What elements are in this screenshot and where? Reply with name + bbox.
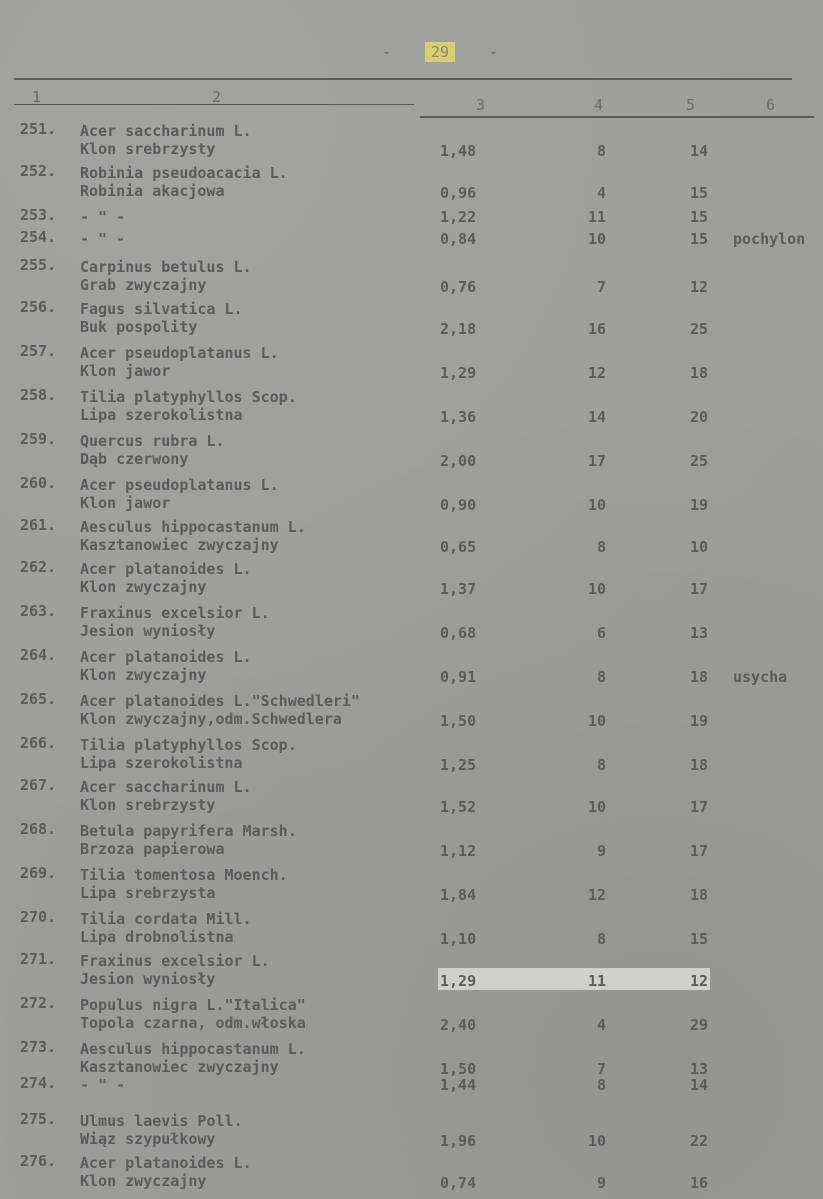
value-col-5: 19 [689,496,708,514]
polish-name: Klon srebrzysty [80,796,216,814]
row-number: 257. [20,342,57,360]
column-header-1: 1 [32,88,42,106]
value-col-5: 13 [689,624,708,642]
value-col-5: 17 [689,580,708,598]
row-number: 271. [20,950,57,968]
table-row [0,820,823,864]
table-row [0,120,823,164]
latin-name: Acer pseudoplatanus L. [80,344,279,362]
row-number: 251. [20,120,57,138]
polish-name: Klon zwyczajny [80,1172,207,1190]
note-col-6: usycha [733,668,788,686]
column-header-6: 6 [766,96,776,114]
note-col-6: pochylon [733,230,806,248]
value-col-5: 18 [689,364,708,382]
row-number: 274. [20,1074,57,1092]
value-col-5: 25 [689,452,708,470]
value-col-5: 20 [689,408,708,426]
table-row [0,430,823,474]
polish-name: Klon zwyczajny [80,666,207,684]
polish-name: Robinia akacjowa [80,182,225,200]
value-col-3: 0,90 [440,496,477,514]
latin-name: Acer platanoides L. [80,560,252,578]
row-number: 267. [20,776,57,794]
latin-name: Aesculus hippocastanum L. [80,518,306,536]
value-col-3: 0,65 [440,538,477,556]
value-col-3: 1,29 [440,972,477,990]
latin-name: Carpinus betulus L. [80,258,252,276]
row-number: 275. [20,1110,57,1128]
table-row [0,474,823,518]
value-col-3: 1,10 [440,930,477,948]
column-header-3: 3 [476,96,486,114]
value-col-4: 10 [587,496,606,514]
value-col-3: 1,96 [440,1132,477,1150]
row-number: 264. [20,646,57,664]
row-number: 252. [20,162,57,180]
value-col-4: 9 [596,842,606,860]
table-row [0,342,823,386]
latin-name: Populus nigra L."Italica" [80,996,306,1014]
value-col-4: 8 [596,756,606,774]
value-col-5: 12 [689,972,708,990]
table-row [0,908,823,952]
latin-name: Acer saccharinum L. [80,778,252,796]
value-col-3: 0,91 [440,668,477,686]
polish-name: Jesion wyniosły [80,622,216,640]
latin-name: Robinia pseudoacacia L. [80,164,288,182]
value-col-4: 10 [587,712,606,730]
table-row [0,386,823,430]
latin-name: Tilia cordata Mill. [80,910,252,928]
value-col-3: 1,50 [440,1060,477,1078]
value-col-4: 4 [596,184,606,202]
row-number: 255. [20,256,57,274]
table-row [0,864,823,908]
value-col-4: 8 [596,142,606,160]
row-number: 272. [20,994,57,1012]
value-col-4: 17 [587,452,606,470]
row-number: 263. [20,602,57,620]
value-col-4: 10 [587,798,606,816]
row-number: 258. [20,386,57,404]
value-col-4: 14 [587,408,606,426]
value-col-3: 0,84 [440,230,477,248]
table-row [0,690,823,734]
table-row [0,994,823,1038]
value-col-3: 0,74 [440,1174,477,1192]
value-col-3: 1,50 [440,712,477,730]
value-col-5: 10 [689,538,708,556]
page-number: 29 [425,42,455,62]
value-col-3: 2,00 [440,452,477,470]
row-number: 262. [20,558,57,576]
table-row [0,776,823,820]
value-col-4: 8 [596,668,606,686]
latin-name: Fraxinus excelsior L. [80,952,270,970]
table-row [0,162,823,206]
value-col-5: 15 [689,184,708,202]
row-number: 265. [20,690,57,708]
polish-name: Klon jawor [80,494,171,512]
table-row [0,1110,823,1154]
value-col-3: 0,96 [440,184,477,202]
polish-name: Brzoza papierowa [80,840,225,858]
value-col-5: 17 [689,798,708,816]
latin-name: - " - [80,1076,126,1094]
latin-name: Ulmus laevis Poll. [80,1112,243,1130]
value-col-4: 7 [596,1060,606,1078]
value-col-3: 1,22 [440,208,477,226]
value-col-3: 1,36 [440,408,477,426]
value-col-4: 7 [596,278,606,296]
value-col-4: 12 [587,364,606,382]
table-row [0,516,823,560]
table-row [0,602,823,646]
column-header-5: 5 [686,96,696,114]
value-col-3: 1,29 [440,364,477,382]
value-col-5: 14 [689,142,708,160]
table-row [0,734,823,778]
value-col-3: 1,12 [440,842,477,860]
top-rule [14,78,792,80]
latin-name: Fagus silvatica L. [80,300,243,318]
table-row [0,646,823,690]
latin-name: Quercus rubra L. [80,432,225,450]
value-col-4: 9 [596,1174,606,1192]
polish-name: Lipa drobnolistna [80,928,234,946]
latin-name: Aesculus hippocastanum L. [80,1040,306,1058]
polish-name: Kasztanowiec zwyczajny [80,1058,279,1076]
value-col-4: 16 [587,320,606,338]
value-col-4: 10 [587,580,606,598]
value-col-3: 1,84 [440,886,477,904]
value-col-3: 1,44 [440,1076,477,1094]
latin-name: - " - [80,230,126,248]
latin-name: Fraxinus excelsior L. [80,604,270,622]
value-col-5: 18 [689,668,708,686]
latin-name: Betula papyrifera Marsh. [80,822,297,840]
latin-name: Acer platanoides L. [80,648,252,666]
value-col-3: 0,76 [440,278,477,296]
row-number: 268. [20,820,57,838]
polish-name: Topola czarna, odm.włoska [80,1014,306,1032]
row-number: 253. [20,206,57,224]
value-col-4: 6 [596,624,606,642]
polish-name: Lipa srebrzysta [80,884,216,902]
value-col-5: 15 [689,230,708,248]
column-header-2: 2 [212,88,222,106]
value-col-4: 12 [587,886,606,904]
value-col-3: 1,52 [440,798,477,816]
value-col-4: 8 [596,930,606,948]
value-col-5: 16 [689,1174,708,1192]
value-col-4: 10 [587,230,606,248]
header-rule-right [420,116,814,118]
polish-name: Kasztanowiec zwyczajny [80,536,279,554]
value-col-5: 17 [689,842,708,860]
latin-name: Tilia platyphyllos Scop. [80,388,297,406]
polish-name: Klon srebrzysty [80,140,216,158]
latin-name: Acer platanoides L. [80,1154,252,1172]
polish-name: Lipa szerokolistna [80,754,243,772]
value-col-5: 15 [689,208,708,226]
value-col-3: 2,18 [440,320,477,338]
latin-name: Tilia tomentosa Moench. [80,866,288,884]
value-col-5: 18 [689,756,708,774]
dash-left: - [381,43,391,61]
latin-name: Tilia platyphyllos Scop. [80,736,297,754]
value-col-4: 8 [596,1076,606,1094]
polish-name: Klon jawor [80,362,171,380]
row-number: 273. [20,1038,57,1056]
polish-name: Buk pospolity [80,318,198,336]
polish-name: Lipa szerokolistna [80,406,243,424]
row-number: 276. [20,1152,57,1170]
value-col-5: 25 [689,320,708,338]
latin-name: Acer saccharinum L. [80,122,252,140]
latin-name: - " - [80,208,126,226]
row-number: 261. [20,516,57,534]
value-col-5: 14 [689,1076,708,1094]
value-col-5: 19 [689,712,708,730]
row-number: 260. [20,474,57,492]
value-col-5: 18 [689,886,708,904]
value-col-4: 10 [587,1132,606,1150]
row-number: 266. [20,734,57,752]
value-col-5: 12 [689,278,708,296]
value-col-4: 8 [596,538,606,556]
row-number: 269. [20,864,57,882]
value-col-3: 1,37 [440,580,477,598]
dash-right: - [489,43,499,61]
polish-name: Grab zwyczajny [80,276,207,294]
latin-name: Acer platanoides L."Schwedleri" [80,692,360,710]
column-header-4: 4 [594,96,604,114]
polish-name: Dąb czerwony [80,450,189,468]
table-row [0,558,823,602]
polish-name: Klon zwyczajny,odm.Schwedlera [80,710,342,728]
row-number: 254. [20,228,57,246]
polish-name: Jesion wyniosły [80,970,216,988]
page-header [360,40,520,64]
value-col-5: 22 [689,1132,708,1150]
row-number: 270. [20,908,57,926]
value-col-5: 29 [689,1016,708,1034]
value-col-3: 2,40 [440,1016,477,1034]
value-col-5: 13 [689,1060,708,1078]
value-col-4: 4 [596,1016,606,1034]
table-row [0,1152,823,1196]
value-col-3: 1,25 [440,756,477,774]
table-row [0,950,823,994]
value-col-3: 1,48 [440,142,477,160]
table-row [0,298,823,342]
value-col-4: 11 [587,972,606,990]
row-number: 259. [20,430,57,448]
table-row [0,256,823,300]
latin-name: Acer pseudoplatanus L. [80,476,279,494]
polish-name: Wiąz szypułkowy [80,1130,216,1148]
row-number: 256. [20,298,57,316]
value-col-3: 0,68 [440,624,477,642]
value-col-5: 15 [689,930,708,948]
polish-name: Klon zwyczajny [80,578,207,596]
value-col-4: 11 [587,208,606,226]
